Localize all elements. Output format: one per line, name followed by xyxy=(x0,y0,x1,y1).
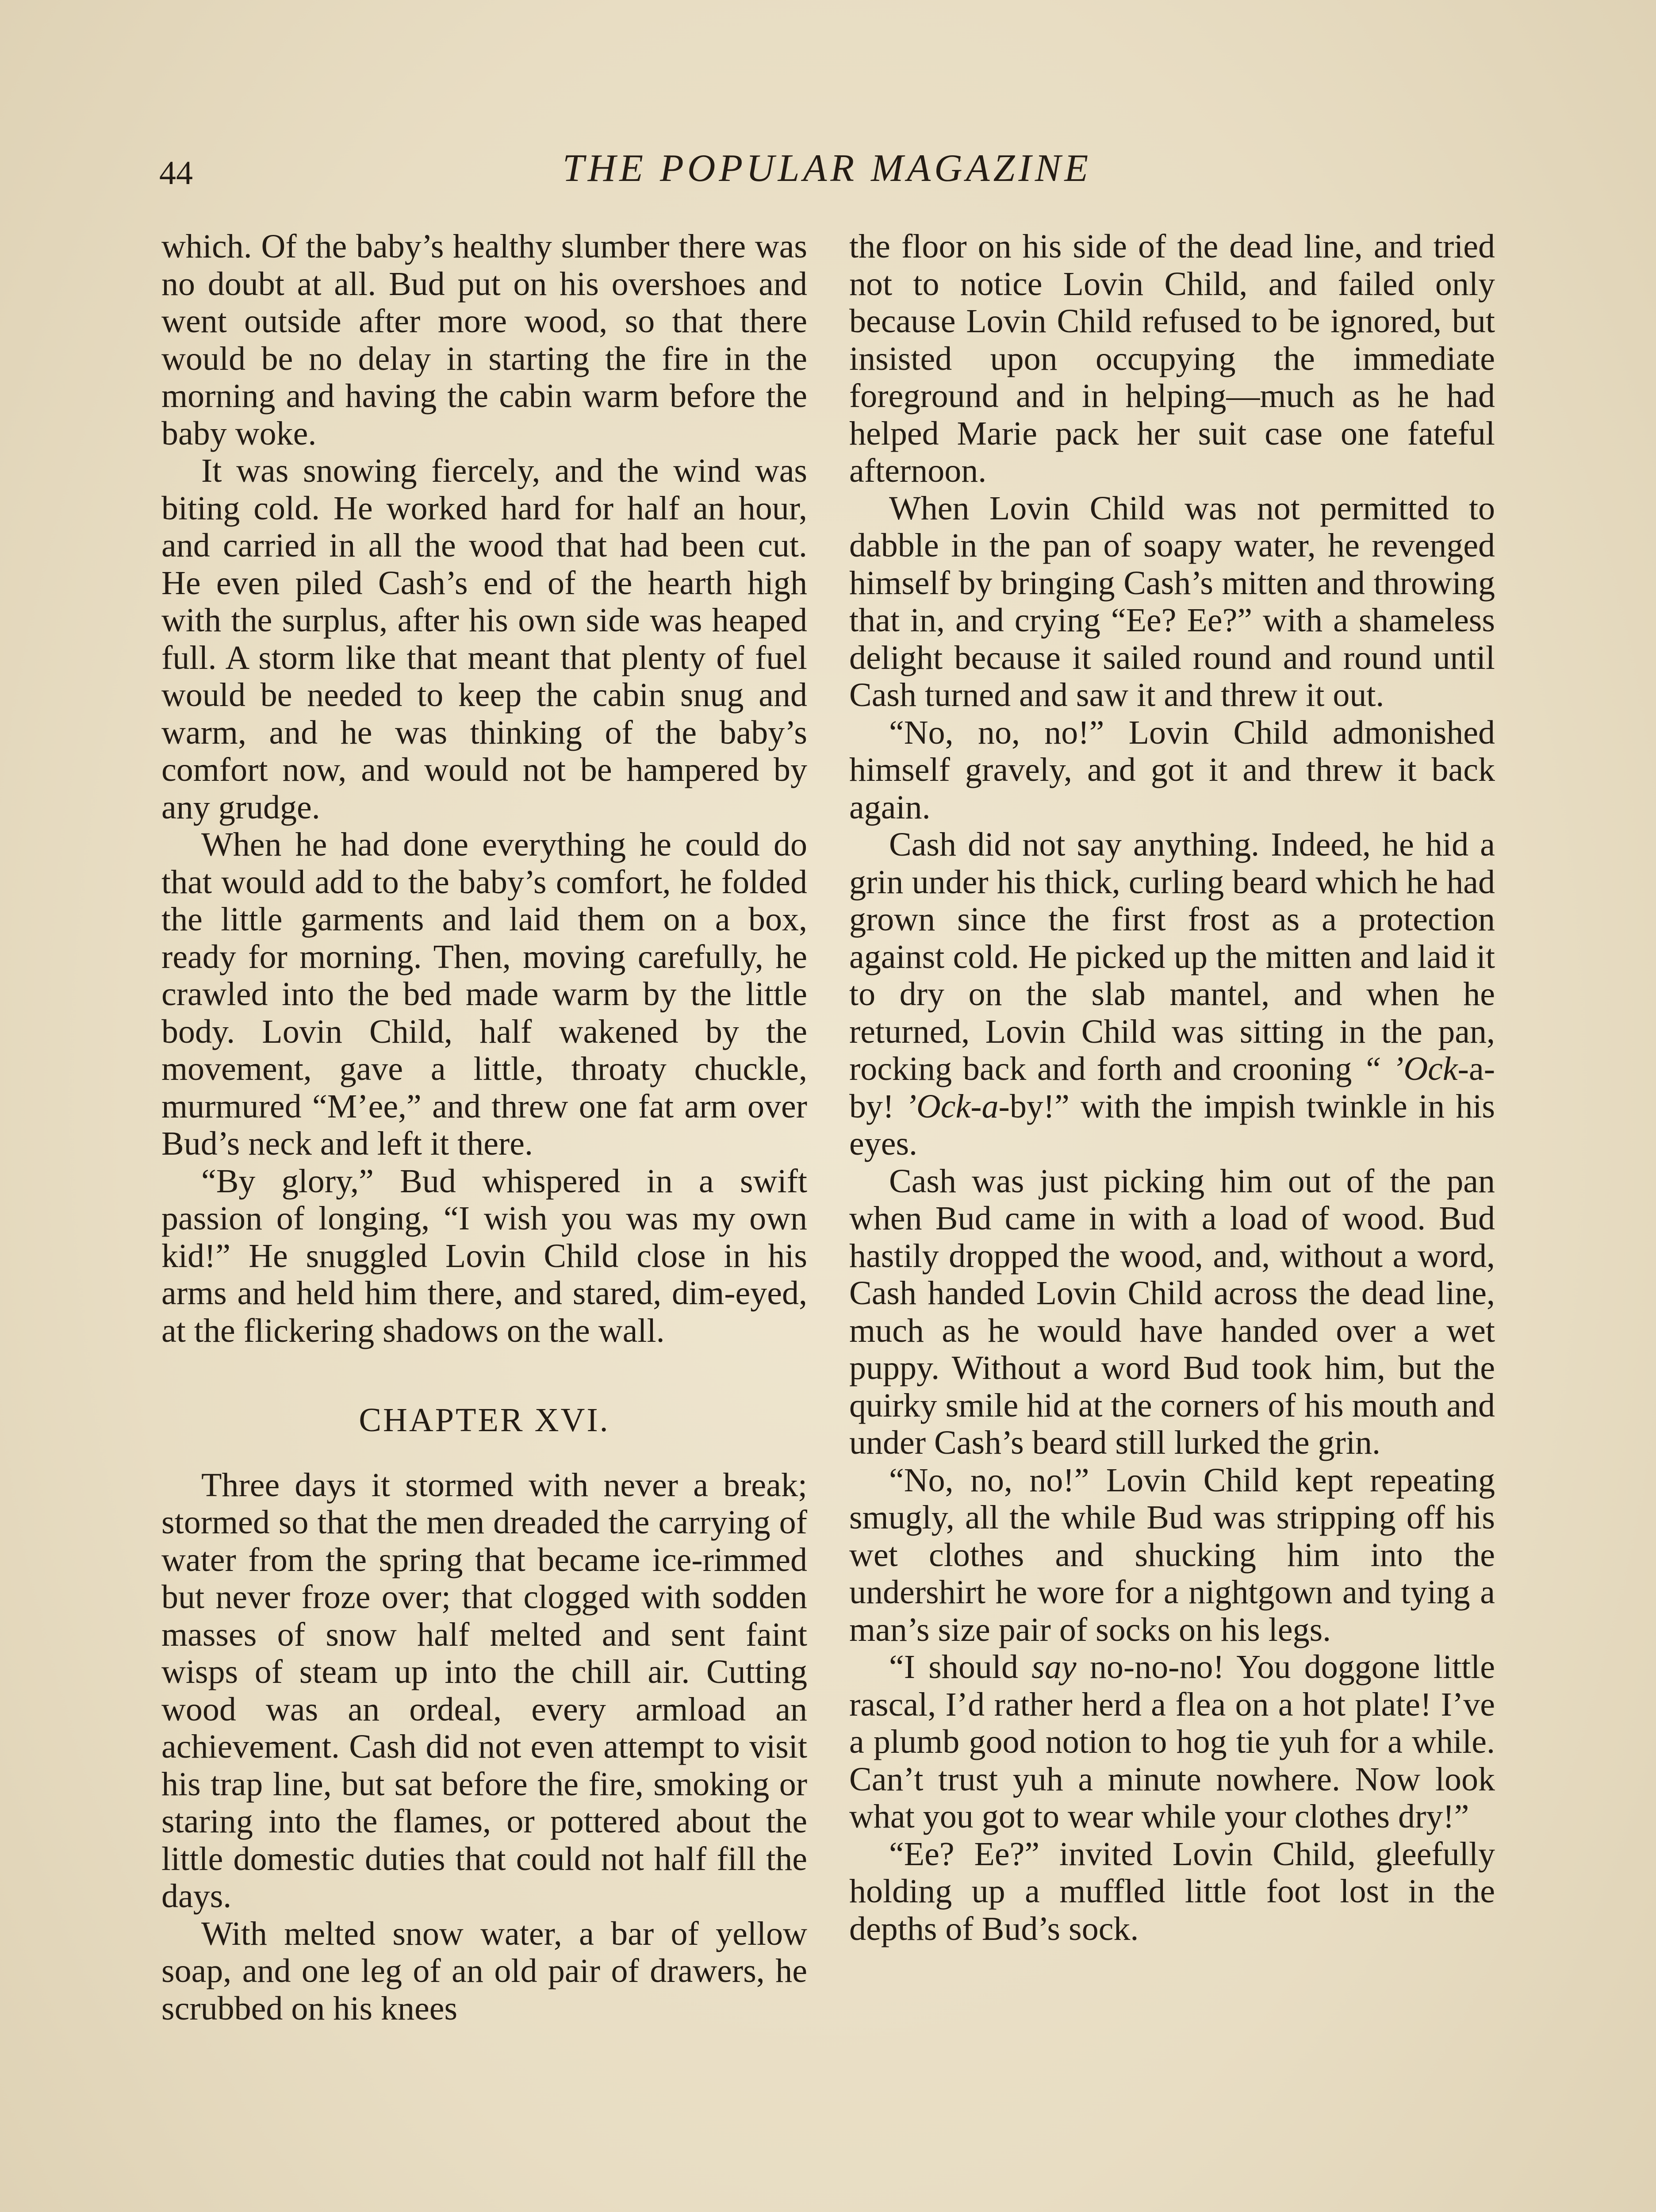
paragraph-text: with the impish twinkle in his eyes. xyxy=(849,1087,1495,1162)
running-title: THE POPULAR MAGAZINE xyxy=(562,147,1092,190)
paragraph: the floor on his side of the dead line, and tried not to notice Lovin Child, and failed only because Lovin Child refused to be ignored, but insisted upon occupying the immediate foreground and in helping—much as he had helped Marie pack her suit case one fateful afternoon. xyxy=(849,228,1495,489)
song-italic: “ ’Ock xyxy=(1363,1050,1458,1087)
paragraph: “No, no, no!” Lovin Child admonished himself gravely, and got it and threw it back again. xyxy=(849,714,1495,826)
paragraph-text: “I should xyxy=(889,1648,1018,1686)
paragraph: Three days it stormed with never a break; stormed so that the men dreaded the carrying of water from the spring that became ice-rimmed but never froze over; that clogged with sodden masses of snow half melted and sent faint wisps of steam up into the chill air. Cutting wood was an ordeal, every armload an achievement. Cash did not even attempt to visit his trap line, but sat before the fire, smoking or staring into the flames, or pottered about the little domestic duties that could not half fill the days. xyxy=(161,1466,807,1915)
paragraph-text: no-no-no! You doggone little rascal, I’d rather herd a flea on a hot plate! I’ve a plumb good notion to hog tie yuh for a while. Can’t trust yuh a minute nowhere. Now look what you got to wear while your clothes dry!” xyxy=(849,1648,1495,1835)
emphasis-text: say xyxy=(1031,1648,1077,1686)
song-text: -a-by! xyxy=(849,1050,1495,1125)
paragraph: which. Of the baby’s healthy slumber there was no doubt at all. Bud put on his overshoes and went outside after more wood, so that there would be no delay in starting the fire in the morning and having the cabin warm before the baby woke. xyxy=(161,228,807,452)
right-column xyxy=(849,228,1495,1947)
song-italic: ’Ock-a xyxy=(905,1087,999,1125)
song-text: -by!” xyxy=(998,1087,1070,1125)
paragraph: “No, no, no!” Lovin Child kept repeating smugly, all the while Bud was stripping off his wet clothes and shucking him into the undershirt he wore for a nightgown and tying a man’s size pair of socks on his legs. xyxy=(849,1461,1495,1648)
paragraph: “By glory,” Bud whispered in a swift passion of longing, “I wish you was my own kid!” He snuggled Lovin Child close in his arms and held him there, and stared, dim-eyed, at the flickering shadows on the wall. xyxy=(161,1162,807,1349)
paragraph-text: Cash did not say anything. Indeed, he hid a grin under his thick, curling beard which he had grown since the first frost as a protection against cold. He picked up the mitten and laid it to dry on the slab mantel, and when he returned, Lovin Child was sitting in the pan, rocking back and forth and crooning xyxy=(849,826,1495,1087)
paragraph: With melted snow water, a bar of yellow soap, and one leg of an old pair of drawers, he scrubbed on his knees xyxy=(161,1915,807,2027)
page-number: 44 xyxy=(159,154,193,192)
paragraph: It was snowing fiercely, and the wind was biting cold. He worked hard for half an hour, and carried in all the wood that had been cut. He even piled Cash’s end of the hearth high with the surplus, after his own side was heaped full. A storm like that meant that plenty of fuel would be needed to keep the cabin snug and warm, and he was thinking of the baby’s comfort now, and would not be hampered by any grudge. xyxy=(161,452,807,826)
page-header xyxy=(159,146,1495,199)
paragraph: Cash was just picking him out of the pan when Bud came in with a load of wood. Bud hastily dropped the wood, and, without a word, Cash handed Lovin Child across the dead line, much as he would have handed over a wet puppy. Without a word Bud took him, but the quirky smile hid at the corners of his mouth and under Cash’s beard still lurked the grin. xyxy=(849,1162,1495,1461)
paragraph: “Ee? Ee?” invited Lovin Child, gleefully holding up a muffled little foot lost in the depths of Bud’s sock. xyxy=(849,1835,1495,1947)
left-column xyxy=(161,228,807,2027)
paragraph xyxy=(849,826,1495,1163)
paragraph: When Lovin Child was not permitted to dabble in the pan of soapy water, he revenged himself by bringing Cash’s mitten and throwing that in, and crying “Ee? Ee?” with a shameless delight because it sailed round and round until Cash turned and saw it and threw it out. xyxy=(849,489,1495,714)
chapter-heading: CHAPTER XVI. xyxy=(359,1402,610,1439)
paragraph: When he had done everything he could do that would add to the baby’s comfort, he folded the little garments and laid them on a box, ready for morning. Then, moving carefully, he crawled into the bed made warm by the little body. Lovin Child, half wakened by the movement, gave a little, throaty chuckle, murmured “M’ee,” and threw one fat arm over Bud’s neck and left it there. xyxy=(161,826,807,1162)
paragraph xyxy=(849,1648,1495,1836)
